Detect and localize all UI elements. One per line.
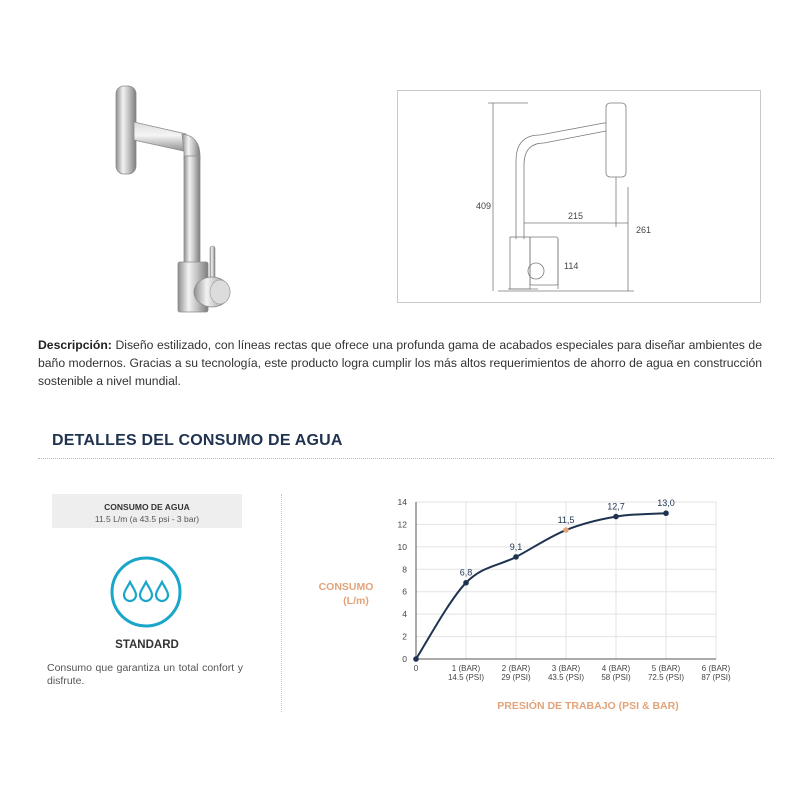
y-tick-label: 6 <box>402 586 407 597</box>
data-point <box>663 510 669 516</box>
description-label: Descripción: <box>38 338 112 352</box>
consumo-card-value: 11.5 L/m (a 43.5 psi - 3 bar) <box>94 514 200 524</box>
x-tick-label: 5 (BAR) 72.5 (PSI) <box>647 664 685 682</box>
data-point <box>563 527 569 533</box>
data-point <box>613 514 619 520</box>
y-axis-title: CONSUMO (L/m) <box>318 581 374 607</box>
y-tick-label: 14 <box>397 497 407 507</box>
chart-series <box>413 510 669 661</box>
description-text: Diseño estilizado, con líneas rectas que ofrece una profunda gama de acabados especiales para diseñar ambientes de baño modernos. Gracias a su tecnología, este producto logra cumplir los más altos requerimientos de ahorro de agua en construcción sostenible a nivel mundial. <box>38 338 762 388</box>
consumption-chart <box>290 480 770 720</box>
data-label: 13,0 <box>657 498 675 509</box>
x-tick-label: 2 (BAR) 29 (PSI) <box>501 664 531 682</box>
vertical-divider <box>281 494 282 712</box>
x-tick-label: 4 (BAR) 58 (PSI) <box>601 664 631 682</box>
y-tick-label: 4 <box>402 609 407 620</box>
series-line <box>416 513 666 659</box>
data-label: 9,1 <box>509 541 523 552</box>
x-axis-title: PRESIÓN DE TRABAJO (PSI & BAR) <box>497 700 679 712</box>
dim-215: 215 <box>568 211 584 221</box>
section-title: DETALLES DEL CONSUMO DE AGUA <box>52 432 343 449</box>
product-description <box>38 336 762 390</box>
dim-114: 114 <box>564 261 579 271</box>
section-divider <box>38 458 774 459</box>
data-point <box>513 554 519 560</box>
x-tick-label: 0 <box>413 664 419 673</box>
data-label: 12,7 <box>607 501 625 512</box>
standard-description: Consumo que garantiza un total confort y disfrute. <box>47 662 243 687</box>
data-point <box>413 656 419 662</box>
y-tick-label: 10 <box>397 541 407 552</box>
y-tick-label: 2 <box>402 631 407 642</box>
dim-261: 261 <box>636 225 652 235</box>
y-tick-label: 0 <box>402 654 407 664</box>
y-tick-label: 12 <box>397 519 407 530</box>
data-label: 6,8 <box>459 567 473 578</box>
standard-label: STANDARD <box>115 639 179 651</box>
faucet-product-image <box>90 78 290 328</box>
water-drops-icon <box>110 556 182 628</box>
x-tick-label: 1 (BAR) 14.5 (PSI) <box>447 664 485 682</box>
dim-409: 409 <box>476 201 492 211</box>
x-tick-label: 6 (BAR) 87 (PSI) <box>701 664 731 682</box>
chart-axis-titles <box>319 581 679 712</box>
chart-grid <box>416 502 716 659</box>
data-label: 11,5 <box>557 515 575 526</box>
y-tick-label: 8 <box>402 564 407 575</box>
x-tick-label: 3 (BAR) 43.5 (PSI) <box>547 664 585 682</box>
consumo-card <box>52 494 242 528</box>
technical-drawing <box>397 90 761 303</box>
consumo-card-title: CONSUMO DE AGUA <box>104 502 190 512</box>
data-point <box>463 580 469 586</box>
